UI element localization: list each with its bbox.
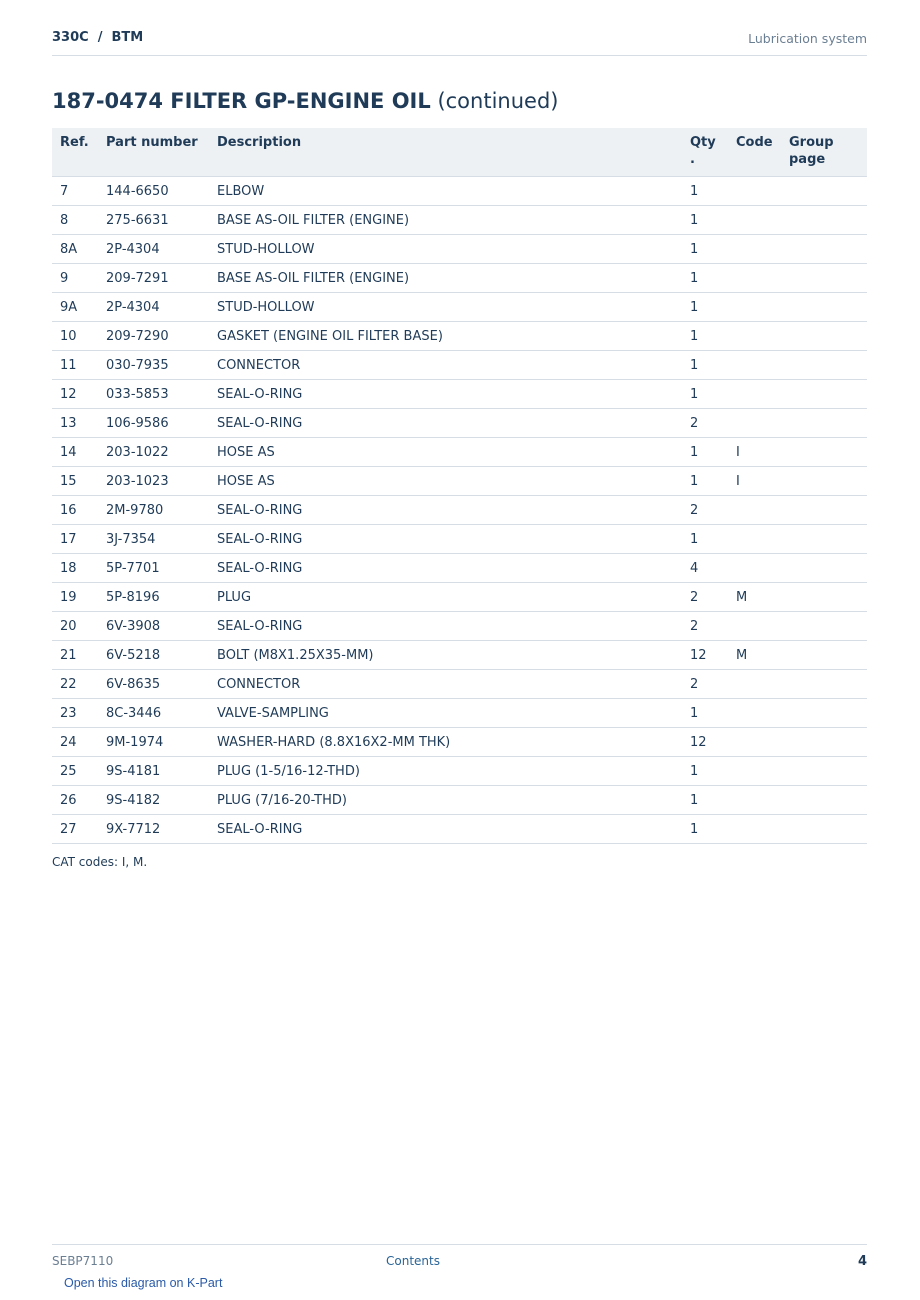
- cell-part-number: 2M-9780: [98, 496, 209, 525]
- cell-description: SEAL-O-RING: [209, 554, 682, 583]
- cell-description: SEAL-O-RING: [209, 612, 682, 641]
- cell-ref: 7: [52, 177, 98, 206]
- page-footer: [52, 1244, 867, 1275]
- cell-group-page: [781, 583, 867, 612]
- table-row: [52, 583, 867, 612]
- cell-qty: 1: [682, 467, 728, 496]
- cell-qty: 1: [682, 815, 728, 844]
- cell-group-page: [781, 438, 867, 467]
- cell-description: WASHER-HARD (8.8X16X2-MM THK): [209, 728, 682, 757]
- table-header-row: [52, 128, 867, 177]
- cell-description: CONNECTOR: [209, 670, 682, 699]
- cell-qty: 4: [682, 554, 728, 583]
- cell-group-page: [781, 206, 867, 235]
- cell-part-number: 209-7290: [98, 322, 209, 351]
- cell-ref: 14: [52, 438, 98, 467]
- cell-ref: 15: [52, 467, 98, 496]
- contents-link[interactable]: Contents: [386, 1254, 440, 1268]
- cell-code: [728, 699, 781, 728]
- cell-code: [728, 554, 781, 583]
- cell-ref: 13: [52, 409, 98, 438]
- cell-description: VALVE-SAMPLING: [209, 699, 682, 728]
- cell-ref: 23: [52, 699, 98, 728]
- cell-part-number: 6V-8635: [98, 670, 209, 699]
- cell-description: SEAL-O-RING: [209, 409, 682, 438]
- cell-part-number: 3J-7354: [98, 525, 209, 554]
- table-row: [52, 177, 867, 206]
- cell-qty: 1: [682, 757, 728, 786]
- cell-description: STUD-HOLLOW: [209, 293, 682, 322]
- cell-code: [728, 206, 781, 235]
- cell-part-number: 275-6631: [98, 206, 209, 235]
- table-row: [52, 409, 867, 438]
- cell-code: [728, 380, 781, 409]
- cell-group-page: [781, 612, 867, 641]
- cell-group-page: [781, 525, 867, 554]
- cell-code: [728, 728, 781, 757]
- cell-ref: 18: [52, 554, 98, 583]
- cell-part-number: 2P-4304: [98, 293, 209, 322]
- cell-description: HOSE AS: [209, 467, 682, 496]
- cell-code: [728, 293, 781, 322]
- cell-description: CONNECTOR: [209, 351, 682, 380]
- title-part-name: 187-0474 FILTER GP-ENGINE OIL: [52, 89, 431, 113]
- table-row: [52, 641, 867, 670]
- cell-group-page: [781, 554, 867, 583]
- cell-code: I: [728, 467, 781, 496]
- cell-description: STUD-HOLLOW: [209, 235, 682, 264]
- cell-code: [728, 235, 781, 264]
- cell-ref: 21: [52, 641, 98, 670]
- table-row: [52, 757, 867, 786]
- cell-qty: 1: [682, 438, 728, 467]
- page-header: [52, 28, 867, 56]
- cell-code: M: [728, 641, 781, 670]
- column-header-group-page: Group page: [781, 128, 867, 177]
- cell-part-number: 9S-4181: [98, 757, 209, 786]
- cell-group-page: [781, 699, 867, 728]
- cell-qty: 2: [682, 583, 728, 612]
- table-row: [52, 322, 867, 351]
- cell-group-page: [781, 235, 867, 264]
- cell-qty: 1: [682, 293, 728, 322]
- cell-part-number: 9S-4182: [98, 786, 209, 815]
- cell-ref: 17: [52, 525, 98, 554]
- cell-description: BASE AS-OIL FILTER (ENGINE): [209, 264, 682, 293]
- cat-codes-note: CAT codes: I, M.: [52, 855, 148, 869]
- cell-group-page: [781, 322, 867, 351]
- cell-part-number: 6V-5218: [98, 641, 209, 670]
- cell-code: [728, 757, 781, 786]
- table-row: [52, 235, 867, 264]
- cell-part-number: 033-5853: [98, 380, 209, 409]
- table-row: [52, 525, 867, 554]
- cell-ref: 26: [52, 786, 98, 815]
- cell-code: [728, 264, 781, 293]
- table-row: [52, 206, 867, 235]
- cell-group-page: [781, 380, 867, 409]
- cell-ref: 8: [52, 206, 98, 235]
- table-body: [52, 177, 867, 844]
- cell-description: SEAL-O-RING: [209, 496, 682, 525]
- column-header-part-number: Part number: [98, 128, 209, 177]
- cell-ref: 20: [52, 612, 98, 641]
- cell-group-page: [781, 641, 867, 670]
- cell-qty: 1: [682, 264, 728, 293]
- cell-group-page: [781, 496, 867, 525]
- cell-description: PLUG (7/16-20-THD): [209, 786, 682, 815]
- page-number: 4: [857, 1254, 867, 1269]
- cell-part-number: 106-9586: [98, 409, 209, 438]
- table-row: [52, 815, 867, 844]
- cell-description: BASE AS-OIL FILTER (ENGINE): [209, 206, 682, 235]
- cell-group-page: [781, 670, 867, 699]
- cell-qty: 2: [682, 496, 728, 525]
- cell-ref: 27: [52, 815, 98, 844]
- cell-part-number: 030-7935: [98, 351, 209, 380]
- cell-part-number: 6V-3908: [98, 612, 209, 641]
- table-row: [52, 670, 867, 699]
- cell-description: PLUG: [209, 583, 682, 612]
- cell-qty: 2: [682, 409, 728, 438]
- table-row: [52, 351, 867, 380]
- open-kpart-link[interactable]: Open this diagram on K-Part: [64, 1276, 223, 1290]
- cell-ref: 19: [52, 583, 98, 612]
- column-header-code: Code: [728, 128, 781, 177]
- cell-description: HOSE AS: [209, 438, 682, 467]
- cell-description: ELBOW: [209, 177, 682, 206]
- cell-code: [728, 612, 781, 641]
- table-row: [52, 438, 867, 467]
- cell-group-page: [781, 177, 867, 206]
- cell-qty: 1: [682, 177, 728, 206]
- column-header-qty: Qty .: [682, 128, 728, 177]
- cell-description: SEAL-O-RING: [209, 525, 682, 554]
- table-row: [52, 554, 867, 583]
- cell-group-page: [781, 264, 867, 293]
- table-row: [52, 699, 867, 728]
- cell-part-number: 5P-8196: [98, 583, 209, 612]
- table-row: [52, 786, 867, 815]
- cell-part-number: 9M-1974: [98, 728, 209, 757]
- cell-code: M: [728, 583, 781, 612]
- cell-description: BOLT (M8X1.25X35-MM): [209, 641, 682, 670]
- table-row: [52, 496, 867, 525]
- cell-group-page: [781, 815, 867, 844]
- cell-ref: 24: [52, 728, 98, 757]
- cell-part-number: 8C-3446: [98, 699, 209, 728]
- table-row: [52, 293, 867, 322]
- cell-ref: 9: [52, 264, 98, 293]
- cell-qty: 1: [682, 786, 728, 815]
- cell-qty: 12: [682, 641, 728, 670]
- cell-code: [728, 409, 781, 438]
- cell-code: [728, 351, 781, 380]
- cell-ref: 16: [52, 496, 98, 525]
- cell-code: [728, 496, 781, 525]
- column-header-ref: Ref.: [52, 128, 98, 177]
- page-title: [52, 89, 558, 113]
- cell-group-page: [781, 409, 867, 438]
- cell-part-number: 144-6650: [98, 177, 209, 206]
- cell-group-page: [781, 467, 867, 496]
- cell-part-number: 209-7291: [98, 264, 209, 293]
- breadcrumb: 330C / BTM: [52, 30, 144, 45]
- table-row: [52, 264, 867, 293]
- cell-code: [728, 786, 781, 815]
- cell-group-page: [781, 351, 867, 380]
- cell-group-page: [781, 293, 867, 322]
- cell-ref: 8A: [52, 235, 98, 264]
- cell-group-page: [781, 786, 867, 815]
- cell-code: [728, 815, 781, 844]
- cell-qty: 1: [682, 235, 728, 264]
- cell-ref: 25: [52, 757, 98, 786]
- cell-description: GASKET (ENGINE OIL FILTER BASE): [209, 322, 682, 351]
- cell-qty: 2: [682, 612, 728, 641]
- cell-qty: 1: [682, 322, 728, 351]
- column-header-description: Description: [209, 128, 682, 177]
- cell-code: I: [728, 438, 781, 467]
- cell-part-number: 2P-4304: [98, 235, 209, 264]
- cell-group-page: [781, 728, 867, 757]
- cell-qty: 1: [682, 525, 728, 554]
- cell-qty: 1: [682, 351, 728, 380]
- table-row: [52, 728, 867, 757]
- cell-description: PLUG (1-5/16-12-THD): [209, 757, 682, 786]
- cell-part-number: 5P-7701: [98, 554, 209, 583]
- cell-part-number: 203-1022: [98, 438, 209, 467]
- cell-code: [728, 670, 781, 699]
- document-id: SEBP7110: [52, 1254, 114, 1268]
- cell-description: SEAL-O-RING: [209, 815, 682, 844]
- cell-ref: 22: [52, 670, 98, 699]
- title-suffix: (continued): [437, 89, 559, 113]
- cell-qty: 1: [682, 206, 728, 235]
- table-row: [52, 612, 867, 641]
- cell-qty: 1: [682, 380, 728, 409]
- cell-part-number: 203-1023: [98, 467, 209, 496]
- cell-ref: 12: [52, 380, 98, 409]
- cell-ref: 10: [52, 322, 98, 351]
- cell-description: SEAL-O-RING: [209, 380, 682, 409]
- table-row: [52, 467, 867, 496]
- cell-group-page: [781, 757, 867, 786]
- cell-ref: 9A: [52, 293, 98, 322]
- cell-part-number: 9X-7712: [98, 815, 209, 844]
- cell-qty: 12: [682, 728, 728, 757]
- cell-code: [728, 177, 781, 206]
- section-title: Lubrication system: [748, 31, 867, 46]
- parts-table: [52, 128, 867, 844]
- table-row: [52, 380, 867, 409]
- cell-code: [728, 525, 781, 554]
- cell-code: [728, 322, 781, 351]
- cell-qty: 2: [682, 670, 728, 699]
- cell-qty: 1: [682, 699, 728, 728]
- cell-ref: 11: [52, 351, 98, 380]
